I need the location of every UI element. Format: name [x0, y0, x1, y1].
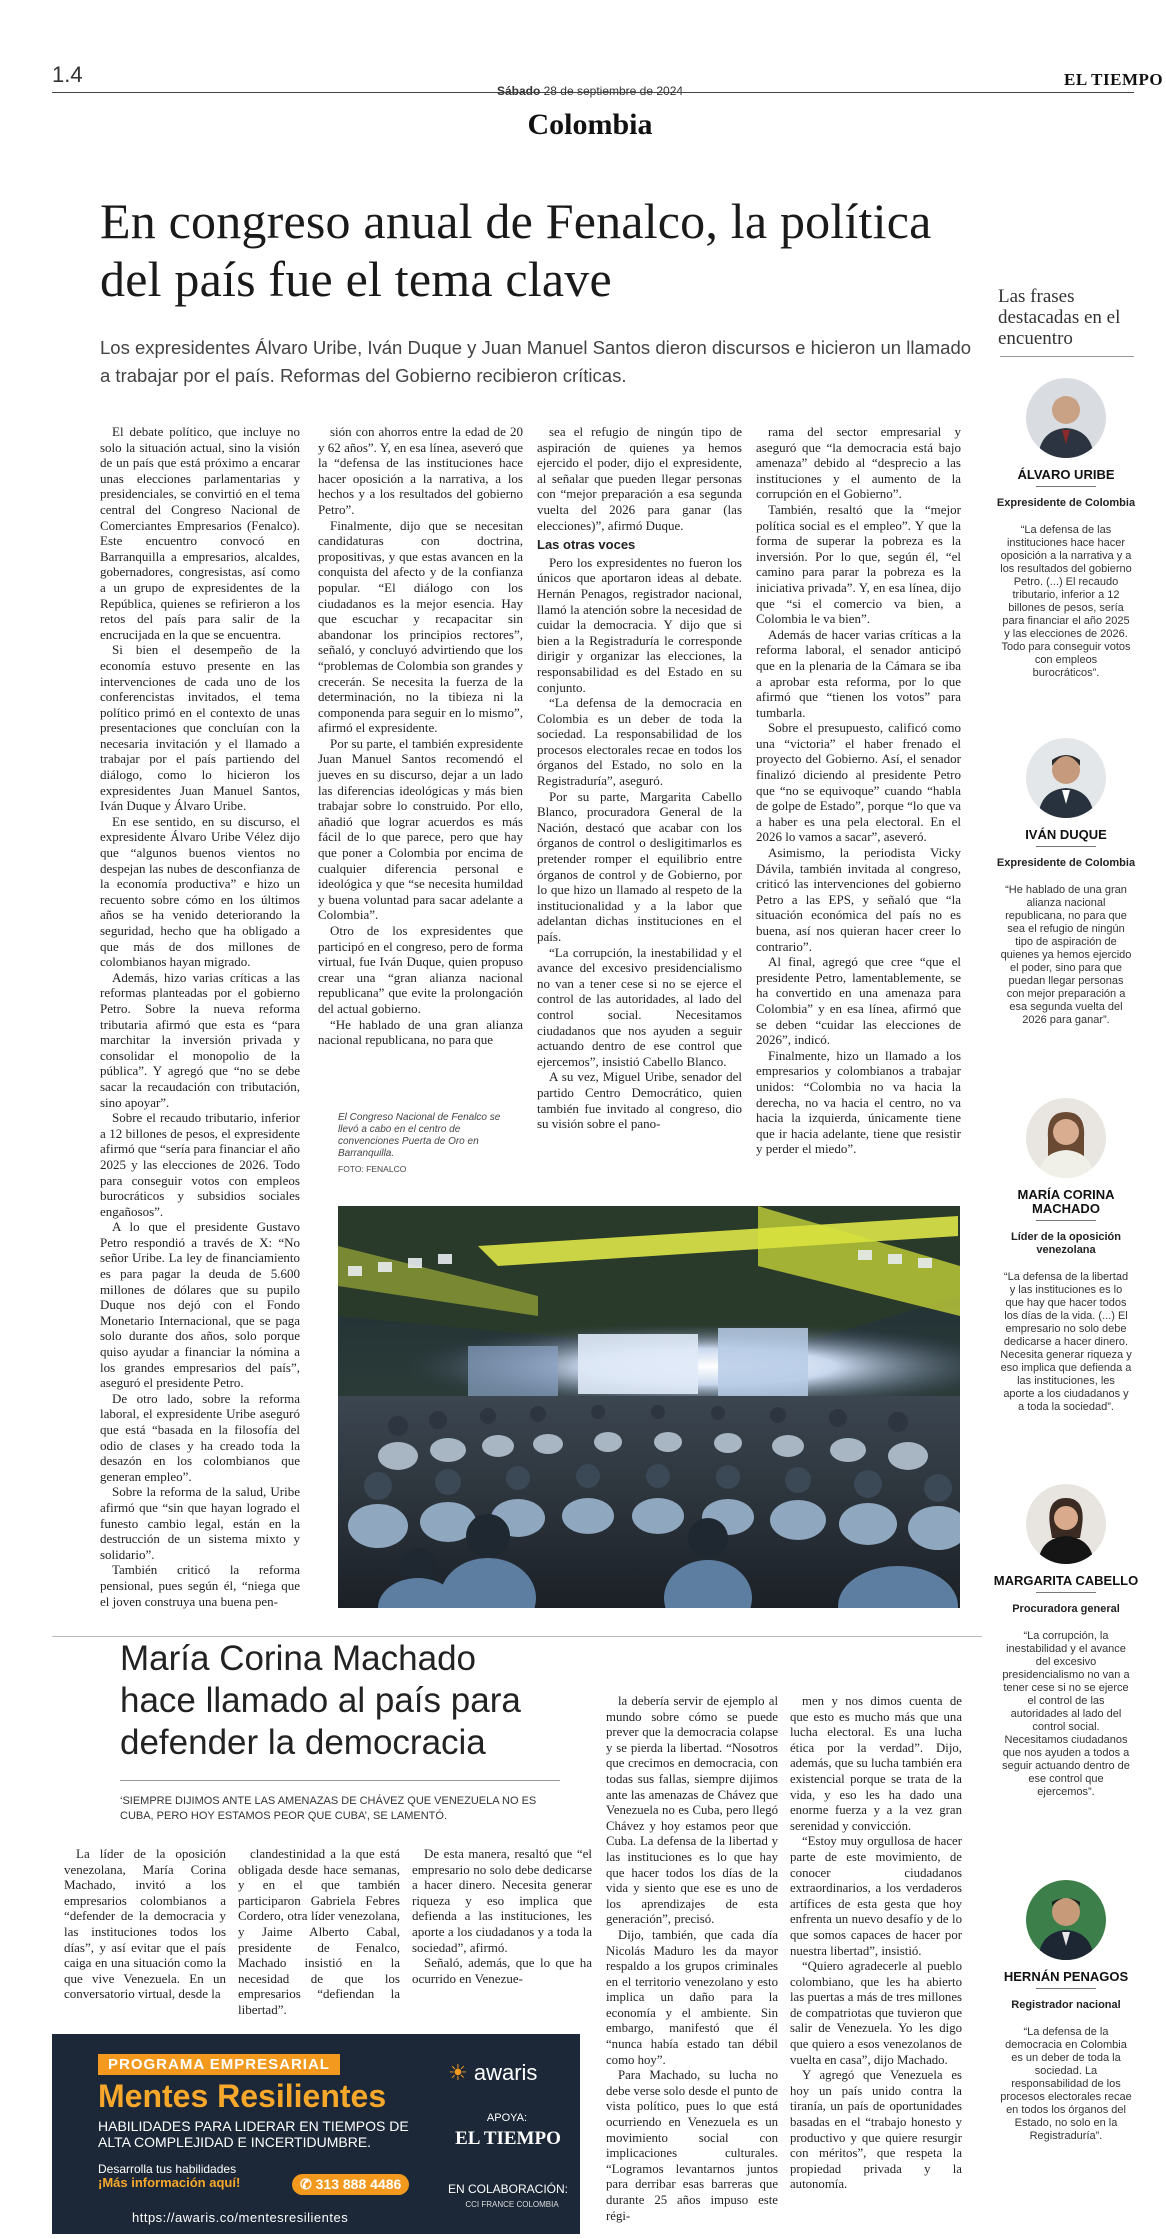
- paragraph: A lo que el presidente Gustavo Petro respondió a través de X: “No señor Uribe. La ley de financiamiento es para pagar la deuda de 5.600 millones de dólares que su pupilo Duque nos dejó con el Fondo Monetario Internacional, que se paga solo durante dos años, solo porque quiso ayudar a financiar la nómina a los grandes empresarios del país”, aseguró el presidente Petro.: [100, 1219, 300, 1391]
- ad-brand: [448, 2060, 537, 2086]
- name-rule: [1036, 846, 1096, 847]
- ad-more-link[interactable]: ¡Más información aquí!: [98, 2175, 241, 2190]
- profile-alvaro-uribe: [990, 378, 1142, 680]
- secondary-column-4: [606, 1694, 778, 2224]
- avatar: [1026, 1098, 1106, 1178]
- secondary-column-1: [64, 1846, 226, 2002]
- newspaper-logo: EL TIEMPO: [1064, 70, 1164, 89]
- paragraph: “Quiero agradecerle al pueblo colombiano, que les ha abierto las puertas a más de tres millones de compatriotas que tuvieron que salir de Venezuela. Yo les digo que quiero a esos venezolanos de vuelta en casa”, dijo Machado.: [790, 1959, 962, 2067]
- brand-sun-icon: ☀: [448, 2060, 468, 2085]
- section-title: Colombia: [527, 108, 653, 141]
- paragraph: Otro de los expresidentes que participó en el congreso, pero de forma virtual, fue Iván Duque, quien propuso crear una “gran alianza nacional republicana” que evite la prolongación del actual gobierno.: [318, 923, 523, 1016]
- name-rule: [1036, 1220, 1096, 1221]
- name-rule: [1036, 1988, 1096, 1989]
- profile-quote: “He hablado de una gran alianza nacional republicana, no para que sea el refugio de ningún tipo de aspiración de quienes ya hemos ejercido el poder, sino para que puedan llegar personas con mejor preparación a esa segunda vuelta del 2026 para ganar”.: [1000, 884, 1132, 1026]
- whatsapp-icon: ✆: [300, 2176, 312, 2192]
- paragraph: Sobre la reforma de la salud, Uribe afirmó que “sin que hayan logrado el funesto cambio legal, están en la destrucción de un sistema mixto y solidario”.: [100, 1484, 300, 1562]
- paragraph: Por su parte, el también expresidente Juan Manuel Santos recomendó el jueves en su discurso, dejar a un lado las diferencias ideológicas y más bien trabajar sobre lo construido. Por ello, añadió que lograr acuerdos es más fácil de lo que parece, pero que hay que poner a Colombia por encima de cualquier diferencia personal e ideológica y que “se necesita humildad y buena voluntad para sacar adelante a Colombia”.: [318, 735, 523, 923]
- paragraph: “He hablado de una gran alianza nacional republicana, no para que: [318, 1016, 523, 1048]
- paragraph: “La defensa de la democracia en Colombia es un deber de toda la sociedad. La responsabilidad de los procesos electorales recae en todos los órganos del Estado, no solo en la Registraduría”, aseguró.: [537, 695, 742, 789]
- profile-maria-corina-machado: [990, 1098, 1142, 1414]
- profile-quote: “La corrupción, la inestabilidad y el avance del excesivo presidencialismo no van a tener cese si no se ejerce el control de las autoridades al lado del control social. Necesitamos ciudadanos que nos ayuden a todos a seguir actuando dentro de ese control que ejercemos”.: [1002, 1630, 1130, 1798]
- ad-url[interactable]: https://awaris.co/mentesresilientes: [132, 2210, 349, 2225]
- ad-tag: PROGRAMA EMPRESARIAL: [98, 2054, 340, 2075]
- article-column-1: [100, 424, 300, 1609]
- secondary-rule: [52, 1636, 982, 1637]
- paragraph: Pero los expresidentes no fueron los únicos que aportaron ideas al debate. Hernán Penagos, registrador nacional, llamó la atención sobre la necesidad de cuidar la democracia. Y dijo que si bien a la Registraduría le corresponde dirigir y organizar las elecciones, la responsabilidad es del Estado en su conjunto.: [537, 554, 742, 695]
- sidebar-title: Las frases destacadas en el encuentro: [998, 286, 1121, 349]
- top-rule: [52, 92, 1134, 93]
- article-column-4: [756, 424, 961, 1157]
- paragraph: Asimismo, la periodista Vicky Dávila, también invitada al congreso, criticó las intervenciones del gobierno Petro a las EPS, y señaló que “la situación económica del país no es buena, así nos quieran hacer creer lo contrario”.: [756, 845, 961, 954]
- headline: En congreso anual de Fenalco, la política del país fue el tema clave: [100, 193, 932, 307]
- ad-phone-number: 313 888 4486: [315, 2176, 402, 2192]
- paragraph: El debate político, que incluye no solo la situación actual, sino la visión de un país que está próximo a encarar unas elecciones parlamentarias y presidenciales, se convirtió en el tema central del Congreso Nacional de Comerciantes Empresarios (Fenalco). Este encuentro convocó en Barranquilla a empresarios, alcaldes, gobernadores, congresistas, así como a un grupo de expresidentes de la República, quienes se refirieron a los retos del país para salir de la encrucijada en la que se encuentra.: [100, 424, 300, 642]
- ad-develop: [98, 2162, 240, 2190]
- paragraph: sea el refugio de ningún tipo de aspiración de quienes ya hemos ejercido el poder, dijo el expresidente, al señalar que pueden llegar personas con “mejor preparación a esa segunda vuelta del 2026 para ganar (las elecciones)”, afirmó Duque.: [537, 424, 742, 533]
- paragraph: Al final, agregó que cree “que el presidente Petro, lamentablemente, se ha convertido en una amenaza para Colombia” y en esa línea, afirmó que se deben “cuidar las elecciones de 2026”, indicó.: [756, 954, 961, 1048]
- ad-develop-text: Desarrolla tus habilidades: [98, 2162, 237, 2176]
- profile-name: HERNÁN PENAGOS: [1003, 1969, 1129, 1984]
- paragraph: También, resaltó que la “mejor política social es el empleo”. Y que la forma de superar la pobreza es la inversión. Por lo que, según él, “el camino para parar la pobreza es la iniciativa privada”. Y, en esa línea, dijo que “si el comercio va bien, a Colombia le va bien”.: [756, 501, 961, 627]
- dateline: [380, 84, 800, 98]
- paragraph: De esta manera, resaltó que “el empresario no solo debe dedicarse a hacer dinero. Necesita generar riqueza y eso implica que defienda a las instituciones, les aporte a los ciudadanos y a toda la sociedad”, afirmó.: [412, 1846, 592, 1955]
- profile-margarita-cabello: [990, 1484, 1142, 1799]
- page-number: 1.4: [52, 62, 83, 87]
- advertisement[interactable]: [52, 2034, 580, 2234]
- paragraph: Señaló, además, que lo que ha ocurrido en Venezue-: [412, 1955, 592, 1986]
- profile-hernan-penagos: [990, 1880, 1142, 2143]
- avatar: [1026, 738, 1106, 818]
- ad-phone[interactable]: [292, 2174, 409, 2195]
- ad-title: Mentes Resilientes: [98, 2078, 387, 2114]
- secondary-column-3: [412, 1846, 592, 1986]
- paragraph: Y agregó que Venezuela es hoy un país unido contra la tiranía, un país de oportunidades basadas en el “trabajo honesto y productivo y que quiere resurgir con méritos”, que respeta la propiedad privada y la autonomía.: [790, 2068, 962, 2192]
- secondary-column-5: [790, 1694, 962, 2193]
- ad-apoya: APOYA:: [486, 2112, 528, 2124]
- subhead: Los expresidentes Álvaro Uribe, Iván Duque y Juan Manuel Santos dieron discursos e hicieron un llamado a trabajar por el país. Reformas del Gobierno recibieron críticas.: [100, 337, 972, 386]
- profile-ivan-duque: [990, 738, 1142, 1027]
- paragraph: Por su parte, Margarita Cabello Blanco, procuradora General de la Nación, destacó que acabar con los órganos de control o desligitimarlos es pretender romper el equilibrio entre órganos de control y de Gobierno, por lo que hizo un llamado al respeto de la institucionalidad y a la labor que adelantan dichas instituciones en el país.: [537, 788, 742, 944]
- paragraph: Además, hizo varias críticas a las reformas planteadas por el gobierno Petro. Sobre la nueva reforma tributaria afirmó que esta es “para marchitar la inversión privada y consolidar el monopolio de la pública”. Y agregó que “no se debe sacar la recaudación con tributación, sino apoyar”.: [100, 969, 300, 1110]
- date-text: 28 de septiembre de 2024: [543, 84, 684, 98]
- ad-subtitle: HABILIDADES PARA LIDERAR EN TIEMPOS DE ALTA COMPLEJIDAD E INCERTIDUMBRE.: [98, 2118, 409, 2150]
- paragraph: la debería servir de ejemplo al mundo sobre cómo se puede prever que la democracia colapse y se pierda la libertad. “Nosotros que crecimos en democracia, con todas sus fallas, siempre dijimos ante las amenazas de Chávez que Venezuela no es Cuba, pero llegó Chávez y hoy estamos peor que Cuba. La defensa de la libertad y las instituciones es lo que hay que hacer todos los días de la vida y siento que ese es uno de los aprendizajes de esta generación”, precisó.: [606, 1694, 778, 1927]
- secondary-headline: María Corina Machado hace llamado al país para defender la democracia: [120, 1639, 521, 1762]
- article-column-2: [318, 424, 523, 1048]
- paragraph: Sobre el presupuesto, calificó como una “victoria” el haber frenado el proyecto del Gobierno. Así, el senador finalizó diciendo al presidente Petro que “no se equivoque” cuando “habla de golpe de Estado”, porque “lo que va a haber es una pela electoral. En el 2026 lo vamos a sacar”, aseveró.: [756, 720, 961, 845]
- subheading: Las otras voces: [537, 537, 636, 553]
- profile-name: IVÁN DUQUE: [1025, 827, 1107, 842]
- profile-quote: “La defensa de las instituciones hace hacer oposición a la narrativa y a los resultados del gobierno Petro. (...) El recaudo tributario, inferior a 12 billones de pesos, sería para financiar el año 2025 y las elecciones de 2026. Todo para conseguir votos con empleos burocráticos”.: [1000, 524, 1132, 679]
- profile-role: Líder de la oposición venezolana: [1010, 1231, 1122, 1256]
- paragraph: Dijo, también, que cada día Nicolás Maduro les da mayor respaldo a los grupos criminales en el territorio venezolano y esto implica un daño para la economía y el ambiente. Sin embargo, manifestó que él “nunca había estado tan débil como hoy”.: [606, 1927, 778, 2067]
- ad-eltiempo-logo: EL TIEMPO: [455, 2128, 561, 2149]
- profile-role: Expresidente de Colombia: [996, 497, 1136, 509]
- paragraph: De otro lado, sobre la reforma laboral, el expresidente Uribe aseguró que está “basada en la filosofía del odio de clases y ha creado toda la desazón en los colombianos que generan empleo”.: [100, 1390, 300, 1484]
- avatar: [1026, 1880, 1106, 1960]
- paragraph: “La corrupción, la inestabilidad y el avance del excesivo presidencialismo no van a tener cese si no se ejerce el control de las autoridades, al lado del control social. Necesitamos ciudadanos que nos ayuden a seguir actuando dentro de ese control que ejercemos”, insistió Cabello Blanco.: [537, 944, 742, 1069]
- article-column-3: [537, 424, 742, 1132]
- kicker-rule: [120, 1780, 560, 1781]
- paragraph: Si bien el desempeño de la economía estuvo presente en las intervenciones de cada uno de los conferencistas invitados, el tema político primó en el contexto de unas presentaciones que concluían con la necesaria invitación y el llamado a trabajar por el país partiendo del diálogo, como lo hicieron los expresidentes Juan Manuel Santos, Iván Duque y Álvaro Uribe.: [100, 642, 300, 814]
- secondary-kicker: ‘SIEMPRE DIJIMOS ANTE LAS AMENAZAS DE CHÁVEZ QUE VENEZUELA NO ES CUBA, PERO HOY ESTAMOS PEOR QUE CUBA’, SE LAMENTÓ.: [120, 1795, 537, 1822]
- sidebar-rule: [1000, 356, 1134, 357]
- ad-collab: EN COLABORACIÓN:: [447, 2182, 569, 2196]
- secondary-column-2: [238, 1846, 400, 2018]
- name-rule: [1036, 486, 1096, 487]
- profile-quote: “La defensa de la democracia en Colombia es un deber de toda la sociedad. La responsabilidad de los procesos electorales recae en todos los órganos del Estado, no solo en la Registraduría”.: [1000, 2026, 1132, 2142]
- paragraph: men y nos dimos cuenta de que esto es mucho más que una lucha electoral. Es una lucha ética por la verdad”. Dijo, además, que su lucha también era existencial porque se trata de la vida, y eso les ha dado una enorme fuerza y a la vez gran serenidad y convicción.: [790, 1694, 962, 1833]
- paragraph: sión con ahorros entre la edad de 20 y 62 años”. Y, en esa línea, aseveró que la “defensa de las instituciones hace hacer oposición a la narrativa, a los hechos y a los resultados del gobierno Petro”.: [318, 424, 523, 517]
- paragraph: “Estoy muy orgullosa de hacer parte de este movimiento, de conocer ciudadanos extraordinarios, a los verdaderos artífices de esta gesta que hoy enfrenta un nuevo desafío y de lo que somos capaces de hacer por nuestra libertad”, insistió.: [790, 1834, 962, 1958]
- profile-quote: “La defensa de la libertad y las instituciones es lo que hay que hacer todos los días de la vida. (...) El empresario no solo debe dedicarse a hacer dinero. Necesita generar riqueza y eso implica que defienda a las instituciones, les aporte a los ciudadanos y a toda la sociedad”.: [1000, 1271, 1132, 1413]
- paragraph: A su vez, Miguel Uribe, senador del partido Centro Democrático, quien también fue invitado al congreso, dio su visión sobre el pano-: [537, 1069, 742, 1132]
- paragraph: La líder de la oposición venezolana, María Corina Machado, invitó a los empresarios colombianos a “defender de la democracia y las instituciones todos los días”, y así evitar que el país caiga en una situación como la que vive Venezuela. En un conversatorio virtual, desde la: [64, 1846, 226, 2002]
- paragraph: Finalmente, hizo un llamado a los empresarios y colombianos a trabajar unidos: “Colombia no va hacia la derecha, no va hacia el centro, no va hacia la izquierda, únicamente tiene que ir hacia adelante, tiene que resistir y perder el miedo”.: [756, 1047, 961, 1157]
- profile-role: Procuradora general: [1012, 1603, 1120, 1615]
- avatar: [1026, 378, 1106, 458]
- date-day: Sábado: [496, 84, 541, 98]
- paragraph: Sobre el recaudo tributario, inferior a 12 billones de pesos, el expresidente afirmó que “sería para financiar el año 2025 y las elecciones de 2026. Todo para conseguir votos con empleos burocráticos y subsidios sociales engañosos”.: [100, 1110, 300, 1219]
- paragraph: En ese sentido, en su discurso, el expresidente Álvaro Uribe Vélez dijo que “algunos buenos vientos no despejan las nubes de desconfianza de la economía productiva” e hizo un recuento sobre cómo en los últimos años se ha venido deteriorando la seguridad, hecho que ha obligado a que más de dos millones de colombianos hayan migrado.: [100, 813, 300, 970]
- photo-credit: FOTO: FENALCO: [338, 1164, 407, 1174]
- paragraph: rama del sector empresarial y aseguró que “la democracia está bajo amenaza” debido al “desprecio a las instituciones y el aumento de la corrupción en el Gobierno”.: [756, 424, 961, 502]
- profile-name: MARGARITA CABELLO: [993, 1573, 1139, 1588]
- paragraph: También criticó la reforma pensional, pues según él, “niega que el joven construya una buena pen-: [100, 1562, 300, 1609]
- paragraph: Para Machado, su lucha no debe verse solo desde el punto de vista político, pues lo que está ocurriendo en Venezuela es un movimiento social con implicaciones culturales. “Logramos levantarnos juntos para derribar esas barreras que durante 25 años impuso este régi-: [606, 2068, 778, 2223]
- paragraph: Finalmente, dijo que se necesitan candidaturas con doctrina, propositivas, y que estas avancen en la conquista del afecto y de la confianza popular. “El diálogo con los ciudadanos es la mejor esencia. Hay que escuchar y recapacitar sin abandonar los principios rectores”, señaló, y concluyó advirtiendo que los “problemas de Colombia son grandes y crecerán. Se necesita la fuerza de la determinación, no la tibieza ni la componenda para seguir en lo mismo”, afirmó el expresidente.: [318, 517, 523, 736]
- ad-brand-name: awaris: [473, 2060, 538, 2085]
- photo-caption: [338, 1112, 508, 1175]
- paragraph: Además de hacer varias críticas a la reforma laboral, el senador anticipó que en la plenaria de la Cámara se iba a aprobar esta reforma, por lo que afirmó que “tienen los votos” para tumbarla.: [756, 626, 961, 720]
- ad-collab-org: CCI FRANCE COLOMBIA: [465, 2200, 559, 2209]
- profile-role: Registrador nacional: [1011, 1999, 1121, 2011]
- profile-name: MARÍA CORINA MACHADO: [1017, 1187, 1115, 1216]
- profile-role: Expresidente de Colombia: [996, 857, 1136, 869]
- conference-photo: [338, 1206, 960, 1608]
- caption-text: El Congreso Nacional de Fenalco se llevó a cabo en el centro de convenciones Puerta de Oro en Barranquilla.: [338, 1112, 501, 1159]
- conference-hall-image: [338, 1206, 960, 1608]
- avatar: [1026, 1484, 1106, 1564]
- paragraph: clandestinidad a la que está obligada desde hace semanas, y en el que también participaron Gabriela Febres Cordero, otra líder venezolana, y Jaime Alberto Cabal, presidente de Fenalco, Machado insistió en la necesidad de que los empresarios “defiendan la libertad”.: [238, 1846, 400, 2017]
- name-rule: [1036, 1592, 1096, 1593]
- profile-name: ÁLVARO URIBE: [1017, 467, 1115, 482]
